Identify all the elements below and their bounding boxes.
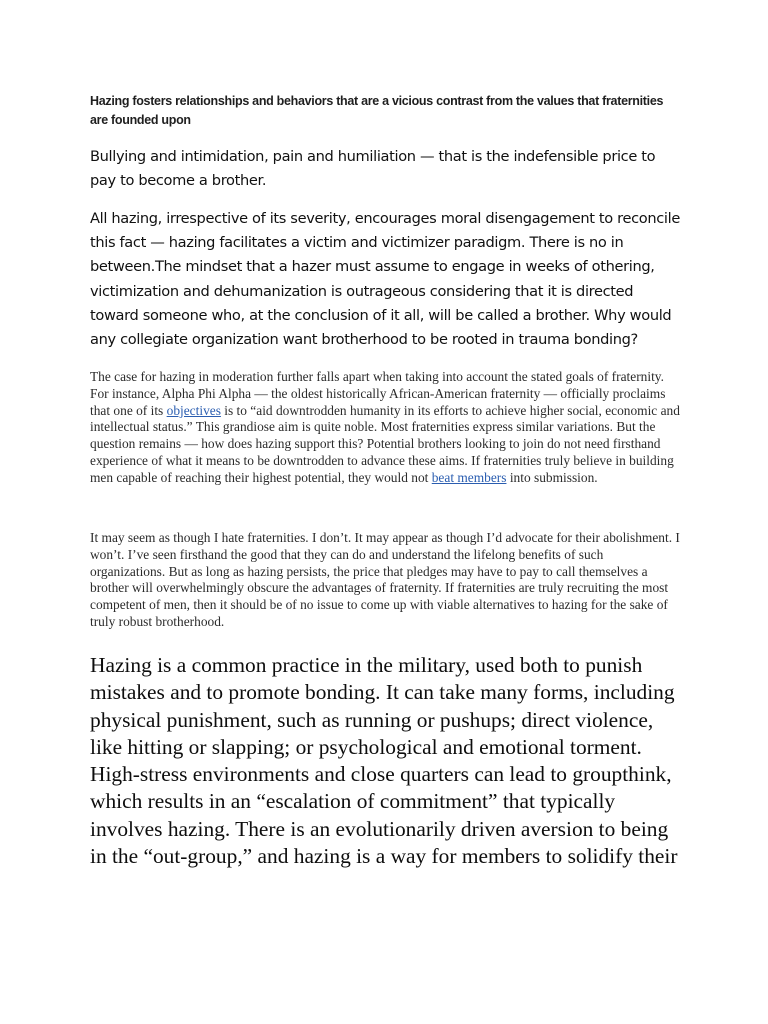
body-text: The case for hazing in moderation further falls apart when taking into account the stated goals of fraternity. For instance, Alpha Phi Alpha — the oldest historically African-American fraternity — officially proclaims that one of its [90, 369, 666, 418]
lead-paragraph: All hazing, irrespective of its severity, encourages moral disengagement to reconcile this fact — hazing facilitates a victim and victimizer paradigm. There is no in between.The mindset that a hazer must assume to engage in weeks of othering, victimization and dehumanization is outrageous considering that it is directed toward someone who, at the conclusion of it all, will be called a brother. Why would any collegiate organization want brotherhood to be rooted in trauma bonding? [90, 210, 680, 349]
figure-caption: Hazing fosters relationships and behaviors that are a vicious contrast from the values that fraternities are founded upon [90, 94, 664, 127]
lead-paragraph: Bullying and intimidation, pain and humiliation — that is the indefensible price to pay to become a brother. [90, 148, 656, 190]
large-body-paragraph: Hazing is a common practice in the military, used both to punish mistakes and to promote bonding. It can take many forms, including physical punishment, such as running or pushups; direct violence, like hitting or slapping; or psychological and emotional torment. High-stress environments and close quarters can lead to groupthink, which results in an “escalation of commitment” that typically involves hazing. There is an evolutionarily driven aversion to being in the “out-group,” and hazing is a way for members to solidify their [90, 653, 678, 869]
objectives-link[interactable]: objectives [166, 402, 221, 418]
beat-members-link[interactable]: beat members [431, 469, 507, 485]
body-text: into submission. [506, 469, 598, 485]
body-text: is to “aid downtrodden humanity in its efforts to achieve higher social, economic and intellectual status.” This grandiose aim is quite noble. Most fraternities express similar variations. But the question remains — how does hazing support this? Potential brothers looking to join do not need firsthand experience of what it means to be downtrodden to advance these aims. If fraternities truly believe in building men capable of reaching their highest potential, they would not [90, 402, 680, 485]
body-paragraph: It may seem as though I hate fraternities. I don’t. It may appear as though I’d advocate for their abolishment. I won’t. I’ve seen firsthand the good that they can do and understand the lifelong benefits of such organizations. But as long as hazing persists, the price that pledges may have to pay to call themselves a brother will overwhelmingly obscure the advantages of fraternity. If fraternities are truly recruiting the most competent of men, then it should be of no issue to come up with viable alternatives to hazing for the sake of truly robust brotherhood. [90, 530, 680, 629]
body-paragraph [90, 369, 680, 487]
